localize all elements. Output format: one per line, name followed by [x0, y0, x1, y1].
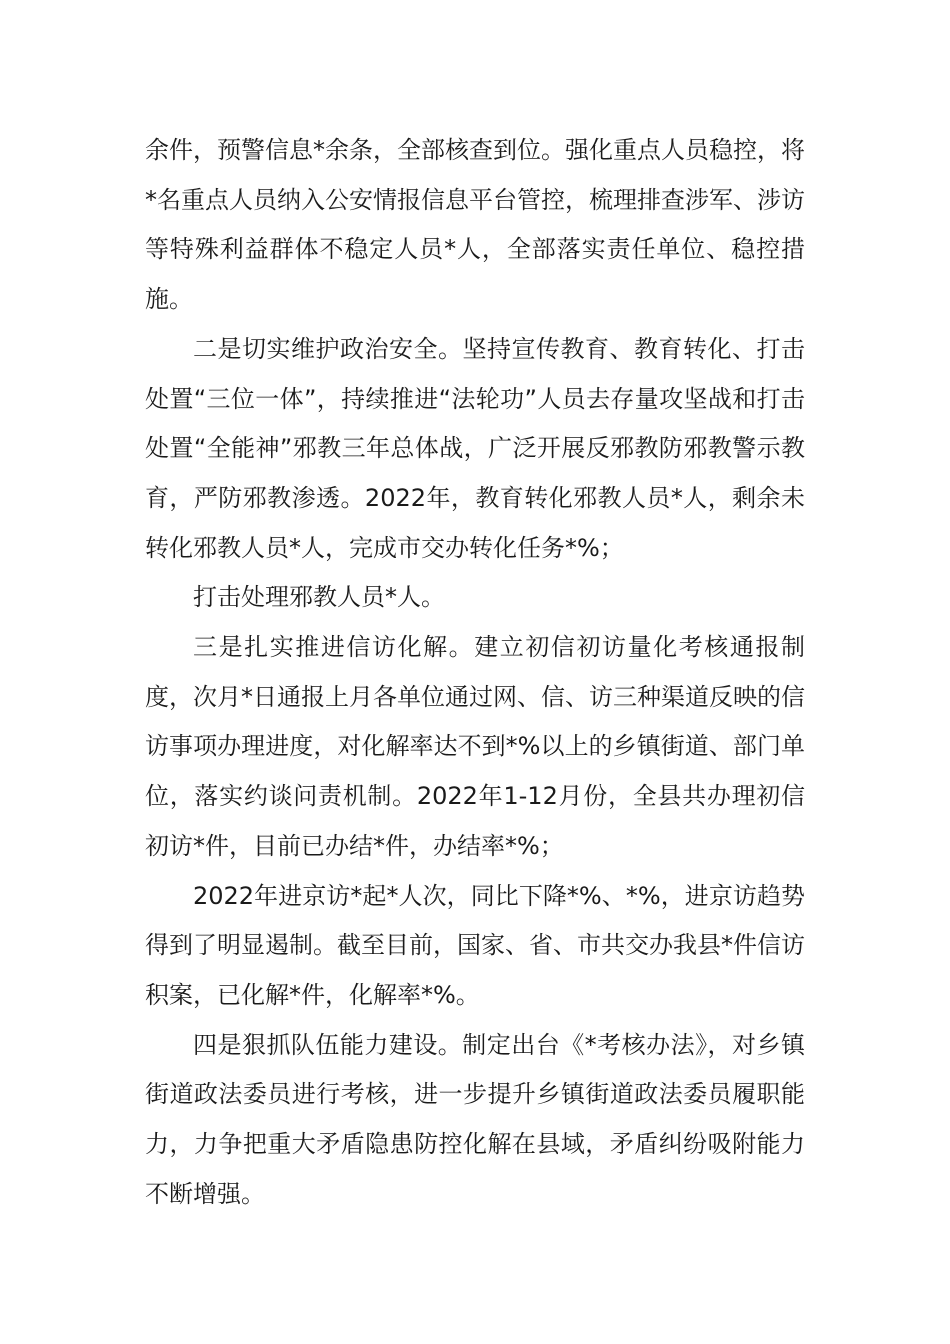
paragraph-team-capacity: 四是狠抓队伍能力建设。制定出台《*考核办法》，对乡镇街道政法委员进行考核，进一步提升乡镇街道政法委员履职能力，力争把重大矛盾隐患防控化解在县域，矛盾纠纷吸附能力不断增强。 [145, 1030, 805, 1208]
paragraph-cult-crackdown: 打击处理邪教人员*人。 [193, 583, 445, 612]
paragraph-continuation: 余件，预警信息*余条，全部核查到位。强化重点人员稳控，将*名重点人员纳入公安情报信息平台管控，梳理排查涉军、涉访等特殊利益群体不稳定人员*人，全部落实责任单位、稳控措施。 [145, 136, 805, 314]
paragraph-political-security: 二是切实维护政治安全。坚持宣传教育、教育转化、打击处置“三位一体”，持续推进“法轮功”人员去存量攻坚战和打击处置“全能神”邪教三年总体战，广泛开展反邪教防邪教警示教育，严防邪教渗透。2022年，教育转化邪教人员*人，剩余未转化邪教人员*人，完成市交办转化任务*%； [145, 334, 805, 562]
paragraph-petition-resolution: 三是扎实推进信访化解。建立初信初访量化考核通报制度，次月*日通报上月各单位通过网、信、访三种渠道反映的信访事项办理进度，对化解率达不到*%以上的乡镇街道、部门单位，落实约谈问责机制。2022年1-12月份，全县共办理初信初访*件，目前已办结*件，办结率*%； [145, 633, 805, 860]
document-body [145, 126, 805, 1219]
paragraph-beijing-petitions: 2022年进京访*起*人次，同比下降*%、*%，进京访趋势得到了明显遏制。截至目前，国家、省、市共交办我县*件信访积案，已化解*件，化解率*%。 [145, 881, 805, 1009]
